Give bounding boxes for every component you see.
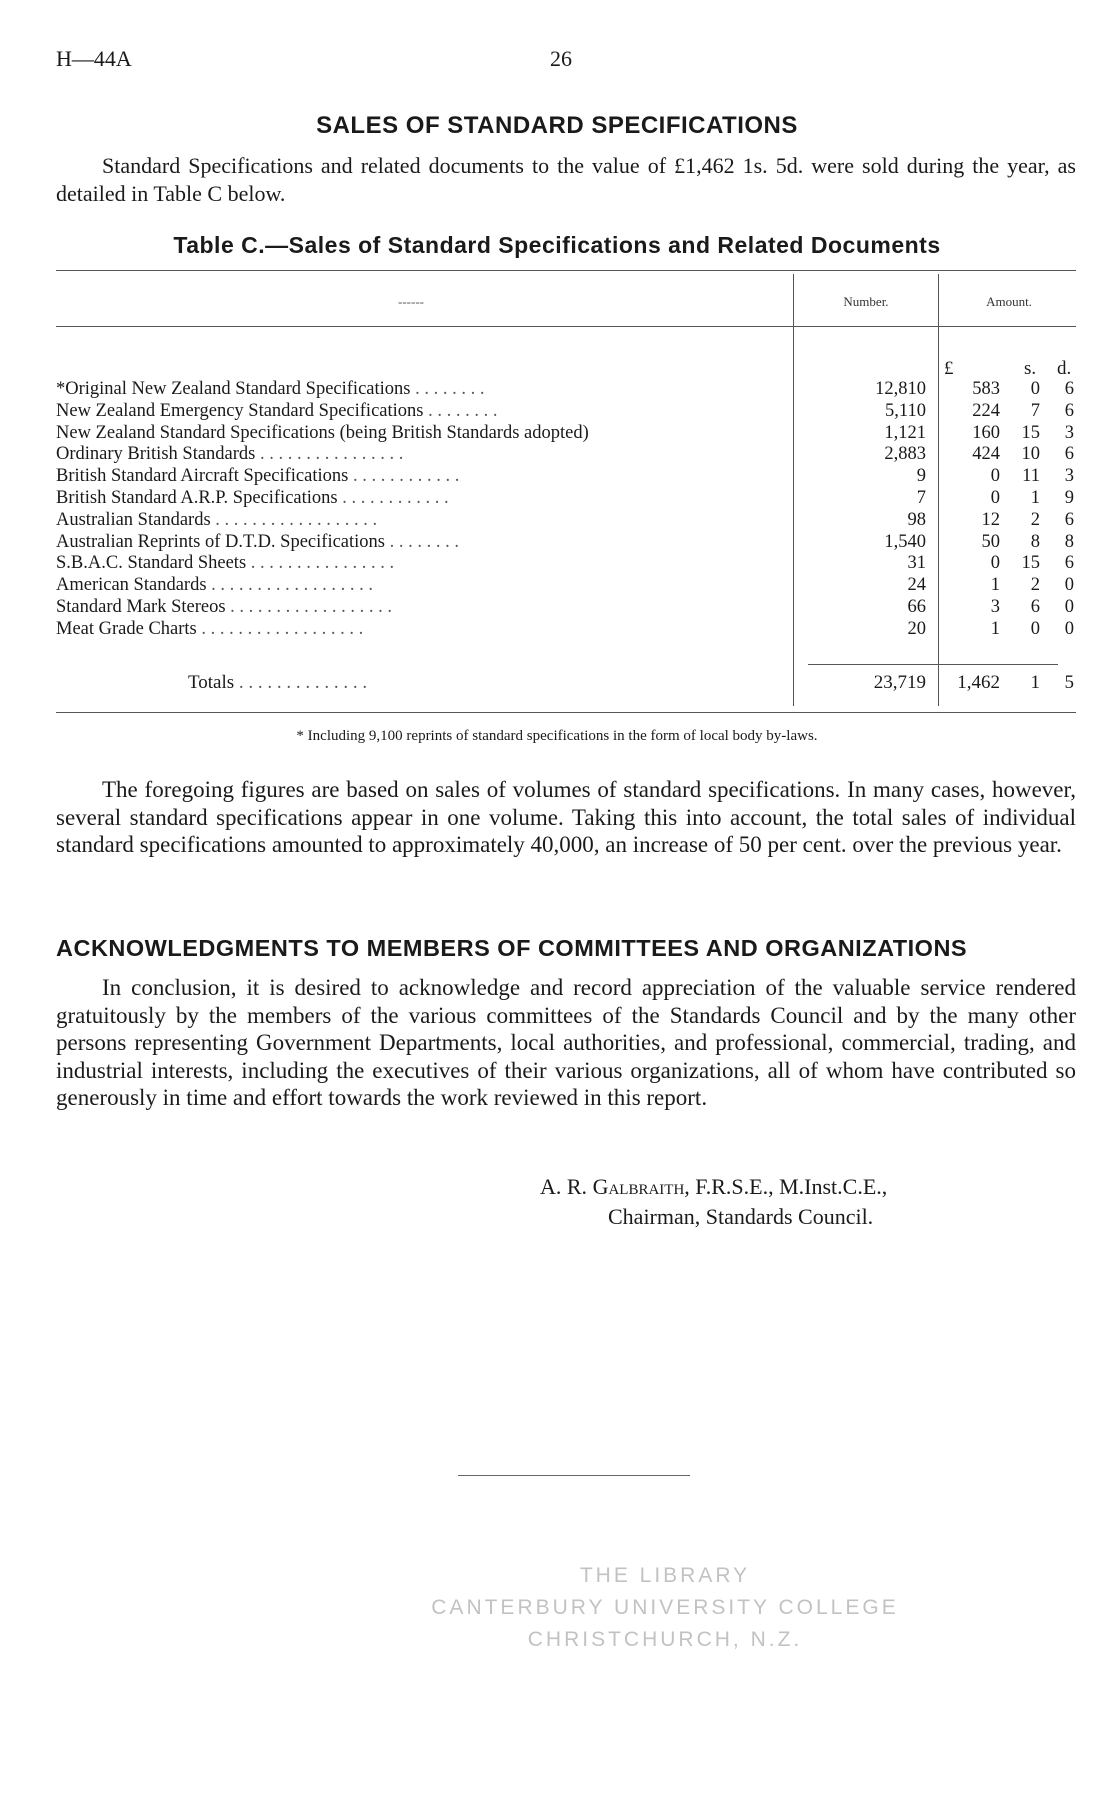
row-pence: 9: [1064, 487, 1074, 508]
row-label: British Standard A.R.P. Specifications: [56, 487, 338, 508]
totals-separator-rule: [808, 664, 1058, 665]
totals-row: [56, 672, 1076, 696]
stamp-line-2: CANTERBURY UNIVERSITY COLLEGE: [431, 1596, 899, 1619]
row-pence: 6: [1064, 400, 1074, 421]
number-column-header: Number.: [843, 294, 889, 309]
row-shillings: 10: [1021, 444, 1040, 465]
pence-unit: d.: [1057, 358, 1072, 379]
signatory-qualifications: , F.R.S.E., M.Inst.C.E.,: [684, 1174, 888, 1199]
sales-heading: SALES OF STANDARD SPECIFICATIONS: [316, 112, 798, 139]
row-label: Ordinary British Standards: [56, 444, 256, 465]
leader-dots: . . . . . . . . . . . .: [337, 487, 449, 508]
row-label: British Standard Aircraft Specifications: [56, 466, 349, 487]
table-row: [56, 575, 1076, 597]
leader-dots: . . . . . . . . . . . . . . . . . .: [206, 575, 374, 596]
amount-column-header: Amount.: [986, 294, 1032, 309]
leader-dots: . . . . . . . . . . . . . . . .: [246, 553, 395, 574]
acknowledgments-paragraph: In conclusion, it is desired to acknowledge and record appreciation of the valuable service rendered gratuitously by the members of the various committees of the Standards Council and by the many other persons representing Government Departments, local authorities, and professional, commercial, trading, and industrial interests, including the executives of their various organizations, all of whom have contributed so generously in time and effort towards the work reviewed in this report.: [56, 975, 1076, 1110]
acknowledgments-heading: ACKNOWLEDGMENTS TO MEMBERS OF COMMITTEES AND ORGANIZATIONS: [56, 935, 968, 961]
table-row: [56, 444, 1076, 466]
table-row: [56, 423, 1076, 445]
leader-dots: . . . . . . . . . . . . . . . . . .: [210, 509, 378, 530]
row-label: New Zealand Emergency Standard Specifications: [56, 400, 424, 421]
row-pounds: 224: [972, 400, 1000, 421]
row-label: *Original New Zealand Standard Specifications: [56, 379, 411, 399]
row-label: American Standards: [56, 575, 207, 596]
row-label: Standard Mark Stereos: [56, 596, 226, 617]
row-pence: 0: [1064, 618, 1074, 639]
totals-pounds: 1,462: [957, 672, 1000, 693]
row-pounds: 424: [972, 444, 1000, 465]
leader-dots: . . . . . . . .: [385, 531, 459, 552]
signatory-initials: A. R.: [540, 1174, 588, 1199]
row-shillings: 15: [1021, 422, 1040, 443]
leader-dots: . . . . . . . . . . . . . .: [234, 672, 368, 693]
table-row: [56, 510, 1076, 532]
row-number: 2,883: [884, 444, 926, 465]
totals-pence: 5: [1064, 672, 1074, 693]
library-stamp: [430, 1560, 900, 1656]
row-number: 24: [907, 575, 926, 596]
sales-intro-paragraph: Standard Specifications and related documents to the value of £1,462 1s. 5d. were sold during the year, as detailed in Table C below.: [56, 153, 1076, 206]
row-pounds: 0: [990, 487, 1000, 508]
shillings-unit: s.: [1024, 358, 1037, 379]
row-label: Meat Grade Charts: [56, 618, 197, 639]
row-pounds: 3: [990, 596, 1000, 617]
signatory-title: Chairman, Standards Council.: [608, 1204, 874, 1229]
row-pence: 3: [1064, 466, 1074, 487]
row-pounds: 12: [981, 509, 1000, 530]
table-top-rule: [56, 270, 1076, 271]
row-pence: 6: [1064, 379, 1074, 399]
row-label: Australian Reprints of D.T.D. Specifications: [56, 531, 385, 552]
leader-dots: . . . . . . . .: [423, 400, 498, 421]
table-row: [56, 466, 1076, 488]
row-pounds: 583: [972, 379, 1000, 399]
row-pounds: 0: [990, 466, 1000, 487]
table-header-rule: [56, 326, 1076, 327]
row-number: 1,121: [884, 422, 926, 443]
row-number: 31: [907, 553, 926, 574]
leader-dots: . . . . . . . .: [410, 379, 485, 399]
row-label: New Zealand Standard Specifications (being British Standards adopted): [56, 422, 589, 443]
row-pence: 8: [1064, 531, 1074, 552]
row-number: 12,810: [875, 379, 926, 399]
row-pounds: 160: [972, 422, 1000, 443]
row-pence: 6: [1064, 444, 1074, 465]
stamp-line-1: THE LIBRARY: [579, 1564, 751, 1587]
row-shillings: 6: [1030, 596, 1040, 617]
figures-paragraph: The foregoing figures are based on sales of volumes of standard specifications. In many cases, however, several standard specifications appear in one volume. Taking this into account, the total sales of individual standard specifications amounted to approximately 40,000, an increase of 50 per cent. over the previous year.: [56, 777, 1076, 857]
page-number: 26: [550, 46, 572, 71]
row-pence: 6: [1064, 553, 1074, 574]
row-label: S.B.A.C. Standard Sheets: [56, 553, 247, 574]
stub-column-header: ------: [398, 294, 424, 309]
table-row: [56, 619, 1076, 641]
leader-dots: . . . . . . . . . . . . . . . . . .: [196, 618, 364, 639]
row-shillings: 7: [1030, 400, 1040, 421]
leader-dots: . . . . . . . . . . . . . . . .: [255, 444, 404, 465]
row-number: 1,540: [884, 531, 926, 552]
row-pence: 3: [1064, 422, 1074, 443]
table-row: [56, 401, 1076, 423]
row-pounds: 0: [990, 553, 1000, 574]
table-row: [56, 488, 1076, 510]
row-label: Australian Standards: [56, 509, 211, 530]
row-shillings: 1: [1030, 487, 1040, 508]
row-pence: 0: [1064, 596, 1074, 617]
row-shillings: 2: [1030, 575, 1040, 596]
table-row: [56, 532, 1076, 554]
row-number: 7: [916, 487, 926, 508]
row-shillings: 15: [1021, 553, 1040, 574]
row-number: 5,110: [885, 400, 926, 421]
table-row: [56, 379, 1076, 401]
row-shillings: 2: [1030, 509, 1040, 530]
row-number: 20: [907, 618, 926, 639]
signatory-surname: Galbraith: [592, 1174, 685, 1199]
signatory-name: [540, 1172, 887, 1202]
row-number: 98: [907, 509, 926, 530]
leader-dots: . . . . . . . . . . . . . . . . . .: [225, 596, 393, 617]
pounds-unit: £: [944, 358, 954, 379]
row-number: 9: [916, 466, 926, 487]
table-row: [56, 597, 1076, 619]
row-number: 66: [907, 596, 926, 617]
table-footnote: * Including 9,100 reprints of standard specifications in the form of local body by-laws.: [296, 728, 818, 744]
row-pounds: 1: [990, 618, 1000, 639]
row-shillings: 8: [1030, 531, 1040, 552]
table-bottom-rule: [56, 712, 1076, 713]
leader-dots: . . . . . . . . . . . .: [348, 466, 460, 487]
table-body: [56, 379, 1076, 641]
totals-number: 23,719: [873, 672, 926, 693]
row-shillings: 0: [1030, 618, 1040, 639]
totals-shillings: 1: [1030, 672, 1040, 693]
row-pounds: 50: [981, 531, 1000, 552]
signature-block: [540, 1172, 887, 1232]
row-pounds: 1: [990, 575, 1000, 596]
document-code: H—44A: [56, 46, 132, 71]
table-title: Table C.—Sales of Standard Specifications and Related Documents: [173, 232, 941, 258]
stamp-line-3: CHRISTCHURCH, N.Z.: [527, 1628, 803, 1651]
row-shillings: 0: [1030, 379, 1040, 399]
row-pence: 0: [1064, 575, 1074, 596]
end-rule: [458, 1475, 690, 1476]
totals-label: Totals: [188, 672, 235, 693]
table-row: [56, 553, 1076, 575]
row-pence: 6: [1064, 509, 1074, 530]
row-shillings: 11: [1022, 466, 1040, 487]
